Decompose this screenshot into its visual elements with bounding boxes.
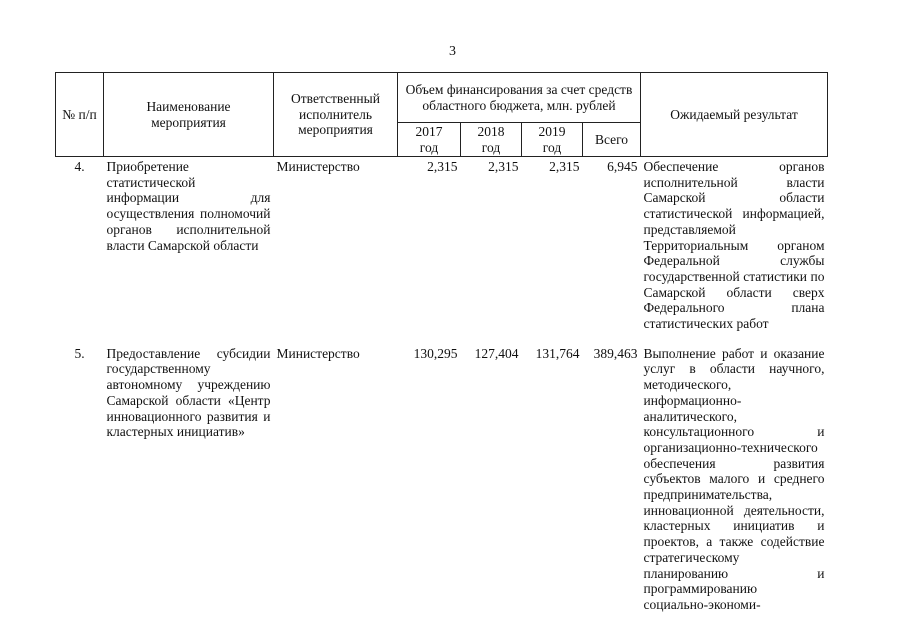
header-funding: Объем финансирования за счет средств областного бюджета, млн. рублей [398, 73, 641, 123]
row-value-2019: 131,764 [535, 345, 580, 361]
header-year-2017: 2017 год [398, 123, 461, 157]
header-year-2019: 2019 год [522, 123, 583, 157]
row-value-2019: 2,315 [549, 159, 580, 174]
table-row [56, 346, 828, 613]
row-number: 5. [74, 345, 85, 361]
row-result: Выполнение работ и оказание услуг в области научного, методического, информационно-аналитического, консультационного и организационно-технического обеспечения развития субъектов малого и среднего предпринимательства, инновационной деятельности, кластерных инициатив и проектов, а также содействие стратегическому планированию и программированию социально-экономи- [643, 345, 825, 612]
page-number: 3 [449, 44, 456, 59]
row-name: Предоставление субсидии государственному автономному учреждению Самарской области «Центр инновационного развития и кластерных инициатив» [106, 345, 271, 440]
header-result: Ожидаемый результат [641, 73, 828, 157]
row-value-2017: 130,295 [413, 345, 458, 361]
header-responsible: Ответственный исполнитель мероприятия [274, 73, 398, 157]
header-year-2018: 2018 год [461, 123, 522, 157]
table-row [56, 157, 828, 332]
row-value-total: 6,945 [607, 159, 638, 174]
row-name: Приобретение статистической информации для осуществления полномочий органов исполнительной власти Самарской области [106, 159, 271, 253]
row-value-2018: 127,404 [474, 345, 519, 361]
funding-table [55, 72, 828, 613]
row-value-2017: 2,315 [427, 159, 458, 174]
row-value-total: 389,463 [593, 345, 638, 361]
header-name: Наименование мероприятия [104, 73, 274, 157]
header-total: Всего [583, 123, 641, 157]
header-num: № п/п [56, 73, 104, 157]
row-responsible: Министерство [276, 159, 360, 174]
row-value-2018: 2,315 [488, 159, 519, 174]
row-number: 4. [74, 159, 85, 174]
row-result: Обеспечение органов исполнительной власти Самарской области статистической информацией, представляемой Территориальным органом Федеральной службы государственной статистики по Самарской области сверх Федерального плана статистических работ [643, 159, 825, 332]
row-responsible: Министерство [276, 345, 360, 361]
